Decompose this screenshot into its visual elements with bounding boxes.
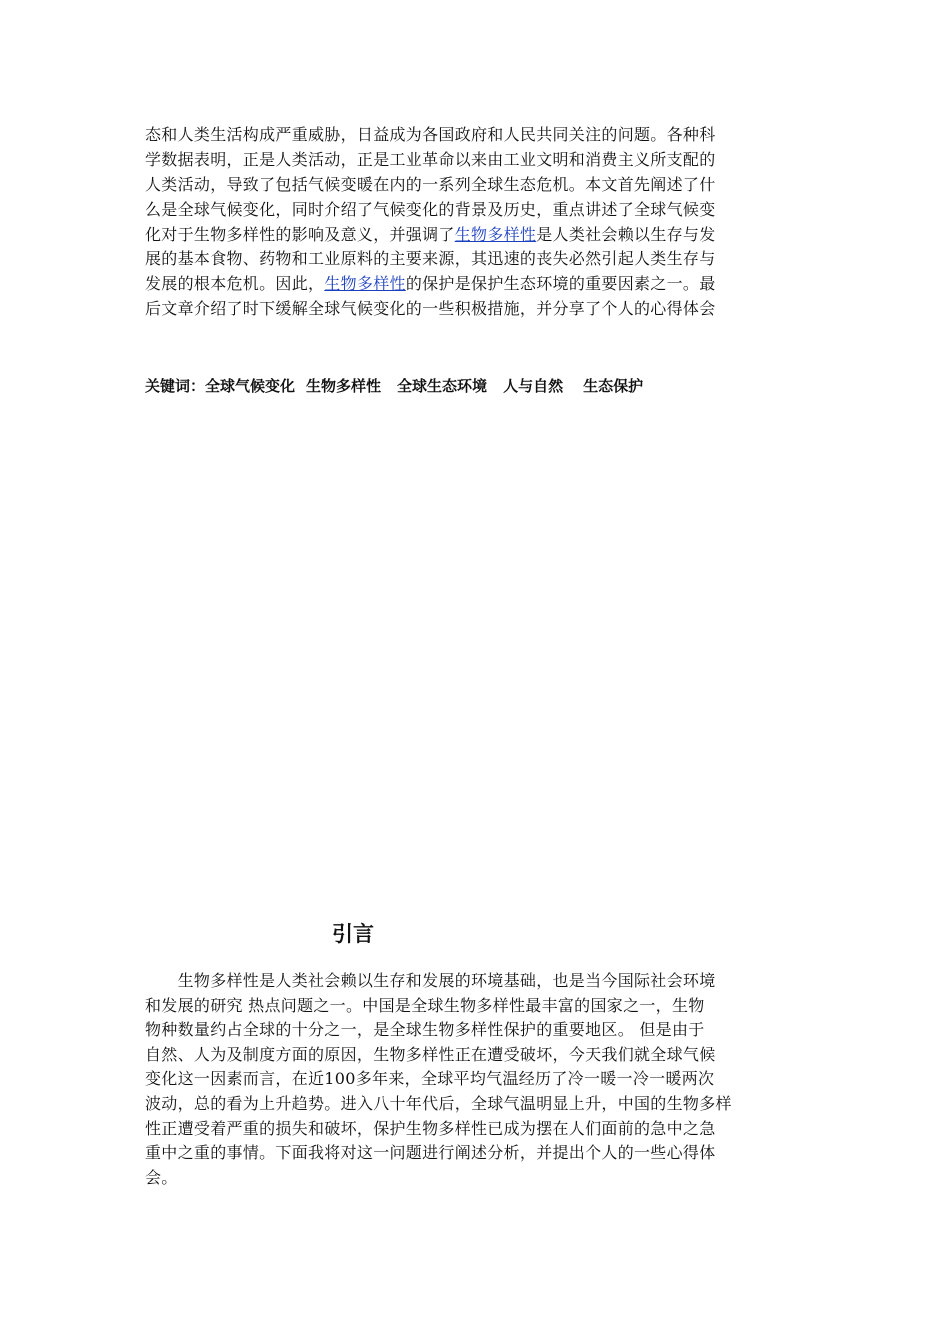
keyword-item: 人与自然 — [503, 377, 564, 395]
intro-line: 生物多样性是人类社会赖以生存和发展的环境基础，也是当今国际社会环境 — [145, 971, 716, 990]
intro-line: 重中之重的事情。下面我将对这一问题进行阐述分析，并提出个人的一些心得体 — [145, 1143, 716, 1163]
abstract-line: 展的基本食物、药物和工业原料的主要来源，其迅速的丧失必然引起人类生存与 — [145, 249, 716, 269]
keywords-line — [145, 375, 643, 396]
abstract-text: 是人类社会赖以生存与发 — [536, 224, 716, 244]
keyword-item: 全球气候变化 — [205, 377, 296, 395]
abstract-line-with-link — [145, 272, 807, 297]
abstract-line-with-link — [145, 223, 807, 248]
intro-line: 变化这一因素而言，在近100多年来，全球平均气温经历了冷一暖一冷一暖两次 — [145, 1069, 715, 1089]
intro-line: 自然、人为及制度方面的原因，生物多样性正在遭受破坏，今天我们就全球气候 — [145, 1044, 716, 1064]
abstract-line: 么是全球气候变化，同时介绍了气候变化的背景及历史，重点讲述了全球气候变 — [145, 199, 716, 219]
abstract-line: 后文章介绍了时下缓解全球气候变化的一些积极措施，并分享了个人的心得体会 — [145, 299, 716, 319]
biodiversity-link[interactable]: 生物多样性 — [454, 224, 537, 244]
abstract-text: 化对于生物多样性的影响及意义，并强调了 — [145, 224, 455, 244]
intro-heading: 引言 — [332, 922, 374, 946]
keyword-item: 生物多样性 — [306, 377, 382, 395]
intro-line: 会。 — [145, 1167, 178, 1187]
intro-line: 物种数量约占全球的十分之一，是全球生物多样性保护的重要地区。 但是由于 — [145, 1020, 705, 1040]
abstract-text: 发展的根本危机。因此， — [145, 274, 325, 294]
abstract-line: 人类活动，导致了包括气候变暖在内的一系列全球生态危机。本文首先阐述了什 — [145, 174, 716, 194]
abstract-body — [145, 123, 807, 322]
abstract-text: 的保护是保护生态环境的重要因素之一。最 — [405, 274, 716, 294]
keyword-item: 全球生态环境 — [397, 377, 488, 395]
biodiversity-link[interactable]: 生物多样性 — [324, 274, 406, 294]
intro-line: 性正遭受着严重的损失和破坏，保护生物多样性已成为摆在人们面前的急中之急 — [145, 1118, 716, 1138]
abstract-line: 学数据表明，正是人类活动，正是工业革命以来由工业文明和消费主义所支配的 — [145, 149, 716, 169]
abstract-line: 态和人类生活构成严重威胁，日益成为各国政府和人民共同关注的问题。各种科 — [145, 125, 716, 144]
keyword-item: 生态保护 — [583, 377, 644, 395]
keywords-label: 关键词： — [145, 377, 206, 395]
intro-line: 波动，总的看为上升趋势。进入八十年代后，全球气温明显上升，中国的生物多样 — [145, 1093, 732, 1113]
intro-body — [145, 969, 807, 1190]
intro-line: 和发展的研究 热点问题之一。中国是全球生物多样性最丰富的国家之一，生物 — [145, 995, 705, 1015]
